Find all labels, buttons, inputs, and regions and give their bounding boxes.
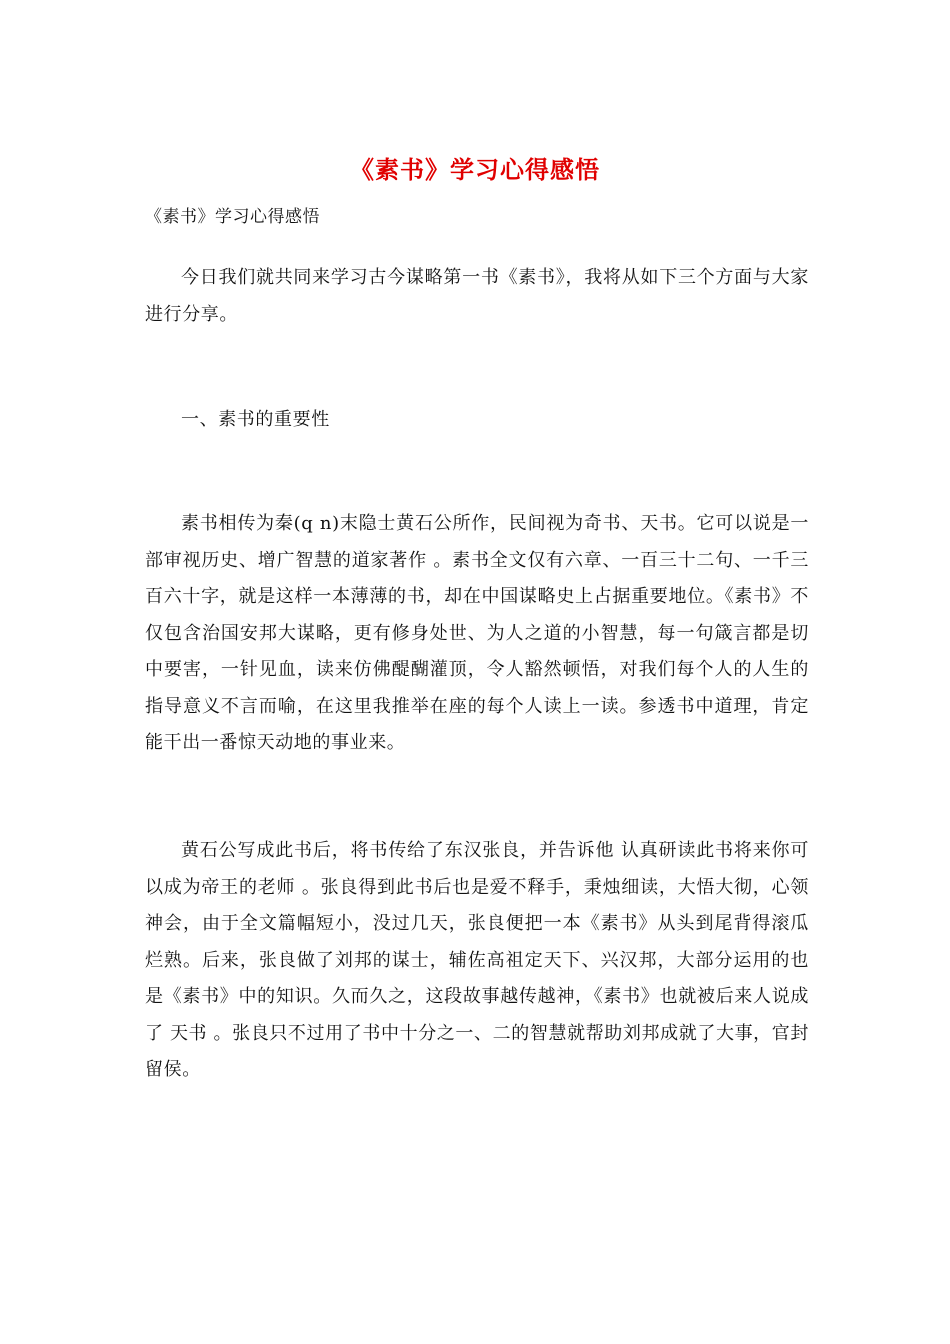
document-title: 《素书》学习心得感悟 xyxy=(350,155,600,184)
document-subtitle: 《素书》学习心得感悟 xyxy=(145,207,320,227)
body-paragraph-2: 黄石公写成此书后，将书传给了东汉张良，并告诉他 认真研读此书将来你可以成为帝王的老师 。张良得到此书后也是爱不释手，秉烛细读，大悟大彻，心领神会，由于全文篇幅短小，没过几天，张良便把一本《素书》从头到尾背得滚瓜烂熟。后来，张良做了刘邦的谋士，辅佐高祖定天下、兴汉邦，大部分运用的也是《素书》中的知识。久而久之，这段故事越传越神，《素书》也就被后来人说成了 天书 。张良只不过用了书中十分之一、二的智慧就帮助刘邦成就了大事，官封留侯。 xyxy=(145,840,809,1080)
body-paragraph-1: 素书相传为秦(q n)末隐士黄石公所作，民间视为奇书、天书。它可以说是一部审视历史、增广智慧的道家著作 。素书全文仅有六章、一百三十二句、一千三百六十字，就是这样一本薄薄的书，却在中国谋略史上占据重要地位。《素书》不仅包含治国安邦大谋略，更有修身处世、为人之道的小智慧，每一句箴言都是切中要害，一针见血，读来仿佛醍醐灌顶，令人豁然顿悟，对我们每个人的人生的指导意义不言而喻，在这里我推举在座的每个人读上一读。参透书中道理，肯定能干出一番惊天动地的事业来。 xyxy=(145,513,809,753)
intro-paragraph: 今日我们就共同来学习古今谋略第一书《素书》，我将从如下三个方面与大家进行分享。 xyxy=(145,267,809,325)
section-heading: 一、素书的重要性 xyxy=(181,409,330,430)
